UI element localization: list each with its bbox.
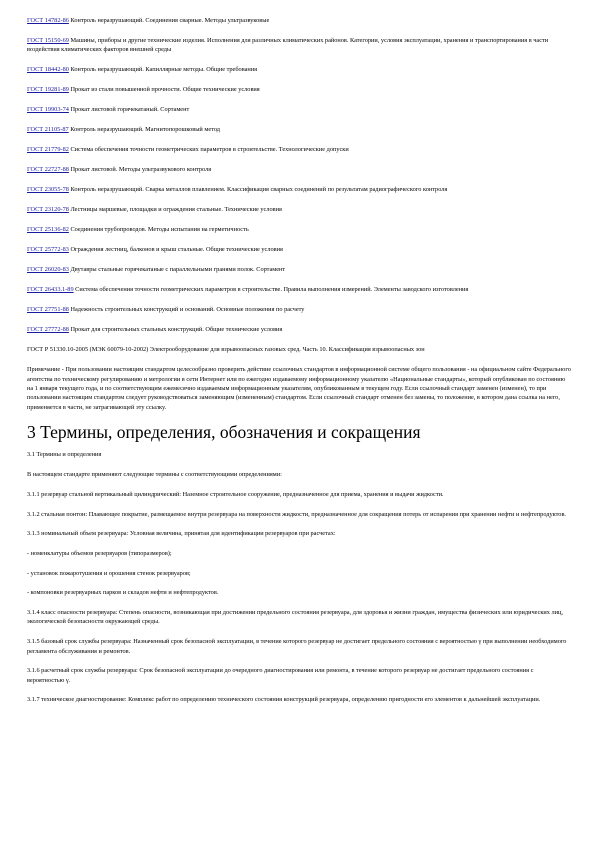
reference-item xyxy=(27,145,572,154)
reference-link[interactable]: ГОСТ 21105-87 xyxy=(27,126,69,134)
reference-link[interactable]: ГОСТ 23055-78 xyxy=(27,186,69,194)
reference-link[interactable]: ГОСТ 27772-88 xyxy=(27,326,69,334)
reference-item xyxy=(27,85,572,94)
reference-title: Машины, приборы и другие технические изделия. Исполнения для различных климатических районов. Категории, условия эксплуатации, хранения и транспортирования в части воздействия климатических факторов внешней среды xyxy=(27,37,549,54)
term-paragraph: 3.1.1 резервуар стальной вертикальный цилиндрический: Наземное строительное сооружение, предназначенное для приема, хранения и выдачи жидкости. xyxy=(27,490,444,498)
reference-title: Прокат для строительных стальных конструкций. Общие технические условия xyxy=(68,326,283,334)
reference-title: Система обеспечения точности геометрических параметров в строительстве. Технологические допуски xyxy=(68,146,349,154)
reference-title: Контроль неразрушающий. Капиллярные методы. Общие требования xyxy=(68,66,258,74)
reference-link[interactable]: ГОСТ 21779-82 xyxy=(27,146,69,154)
reference-item xyxy=(27,305,572,314)
reference-title: Двутавры стальные горячекатаные с параллельными гранями полок. Сортамент xyxy=(68,266,286,274)
reference-link[interactable]: ГОСТ 15150-69 xyxy=(27,37,69,44)
reference-title: Контроль неразрушающий. Сварка металлов плавлением. Классификация сварных соединений по результатам радиографического контроля xyxy=(68,186,448,194)
reference-link[interactable]: ГОСТ 19281-89 xyxy=(27,86,69,94)
reference-title: Прокат листовой горячекатаный. Сортамент xyxy=(68,106,190,114)
reference-item xyxy=(27,285,572,294)
term-paragraph: 3.1.5 базовый срок службы резервуара: Назначенный срок безопасной эксплуатации, в течение которого резервуар не достигает предельного состояния с вероятностью γ при выполнении необходимого регламента обслуживания и ремонтов. xyxy=(27,638,567,655)
term-paragraph: 3.1.4 класс опасности резервуара: Степень опасности, возникающая при достижении предельного состояния резервуара, для здоровья и жизни граждан, имущества физических или юридических лиц, экологической безопасности окружающей среды. xyxy=(27,609,563,626)
subsection-title: 3.1 Термины и определения xyxy=(27,451,102,459)
gost-r-reference: ГОСТ Р 51330.10-2005 (МЭК 60079-10-2002) Электрооборудование для взрывоопасных газовых сред. Часть 10. Классификация взрывоопасных зон xyxy=(27,346,425,354)
reference-item xyxy=(27,36,572,55)
term-paragraph: 3.1.6 расчетный срок службы резервуара: Срок безопасной эксплуатации до очередного диагностирования или ремонта, в течение которого резервуар не достигает предельного состояния с вероятностью γ. xyxy=(27,667,534,684)
term-paragraph: 3.1.2 стальная понтон: Плавающее покрытие, размещаемое внутри резервуара на поверхности жидкости, предназначенное для сокращения потерь от испарения при хранении нефти и нефтепродуктов. xyxy=(27,510,566,518)
terms-list xyxy=(27,490,572,705)
reference-title: Прокат из стали повышенной прочности. Общие технические условия xyxy=(68,86,260,94)
reference-item xyxy=(27,225,572,234)
reference-link[interactable]: ГОСТ 19903-74 xyxy=(27,106,69,114)
term-paragraph: 3.1.3 номинальный объем резервуара: Условная величина, принятая для идентификации резервуаров при расчетах: xyxy=(27,530,336,538)
reference-item xyxy=(27,65,572,74)
reference-item xyxy=(27,165,572,174)
reference-item xyxy=(27,185,572,194)
references-list xyxy=(27,16,572,335)
reference-item xyxy=(27,265,572,274)
intro-paragraph: В настоящем стандарте применяют следующие термины с соответствующими определениями: xyxy=(27,471,282,479)
reference-item xyxy=(27,245,572,254)
reference-item xyxy=(27,205,572,214)
reference-link[interactable]: ГОСТ 25136-82 xyxy=(27,226,69,234)
reference-title: Ограждения лестниц, балконов и крыш стальные. Общие технические условия xyxy=(68,246,283,254)
note-paragraph: Примечание - При пользовании настоящим стандартом целесообразно проверить действие ссылочных стандартов в информационной системе общего пользования - на официальном сайте Федерального агентства по техническому регулированию и метрологии в сети Интернет или по ежегодно издаваемому информационному указателю «Национальные стандарты», который опубликован по состоянию на 1 января текущего года, и по соответствующим ежемесячно издаваемым информационным указателям, опубликованным в текущем году. Если ссылочный стандарт заменен (изменен), то при пользовании настоящим стандартом следует руководствоваться заменяющим (измененным) стандартом. Если ссылочный стандарт отменен без замены, то положение, в котором дана ссылка на него, применяется в части, не затрагивающей эту ссылку. xyxy=(27,366,571,411)
reference-link[interactable]: ГОСТ 23120-78 xyxy=(27,206,69,214)
reference-item xyxy=(27,125,572,134)
term-paragraph: 3.1.7 техническое диагностирование: Комплекс работ по определению технического состояния конструкций резервуара, определению пригодности его элементов к дальнейшей эксплуатации. xyxy=(27,696,541,704)
reference-link[interactable]: ГОСТ 26020-83 xyxy=(27,266,69,274)
section-title: 3 Термины, определения, обозначения и сокращения xyxy=(27,422,421,443)
reference-title: Лестницы маршевые, площадки и ограждения стальные. Технические условия xyxy=(68,206,282,214)
reference-title: Соединения трубопроводов. Методы испытания на герметичность xyxy=(68,226,249,234)
term-paragraph: - номенклатуры объемов резервуаров (типоразмеров); xyxy=(27,549,172,557)
term-paragraph: - компоновки резервуарных парков и складов нефти и нефтепродуктов. xyxy=(27,589,219,597)
reference-title: Система обеспечения точности геометрических параметров в строительстве. Правила выполнения измерений. Элементы заводского изготовления xyxy=(73,286,469,294)
reference-link[interactable]: ГОСТ 18442-80 xyxy=(27,66,69,74)
reference-item xyxy=(27,105,572,114)
reference-title: Прокат листовой. Методы ультразвукового контроля xyxy=(68,166,212,174)
reference-link[interactable]: ГОСТ 25772-83 xyxy=(27,246,69,254)
term-paragraph: - установок пожаротушения и орошения стенок резервуаров; xyxy=(27,569,191,577)
reference-title: Контроль неразрушающий. Соединения сварные. Методы ультразвуковые xyxy=(68,17,270,24)
document-page xyxy=(27,16,572,715)
reference-item xyxy=(27,16,572,25)
reference-link[interactable]: ГОСТ 22727-88 xyxy=(27,166,69,174)
reference-item xyxy=(27,325,572,334)
reference-link[interactable]: ГОСТ 27751-88 xyxy=(27,306,69,314)
reference-link[interactable]: ГОСТ 26433.1-89 xyxy=(27,286,74,294)
reference-title: Контроль неразрушающий. Магнитопорошковый метод xyxy=(68,126,220,134)
reference-link[interactable]: ГОСТ 14782-86 xyxy=(27,17,69,24)
reference-title: Надежность строительных конструкций и оснований. Основные положения по расчету xyxy=(68,306,305,314)
